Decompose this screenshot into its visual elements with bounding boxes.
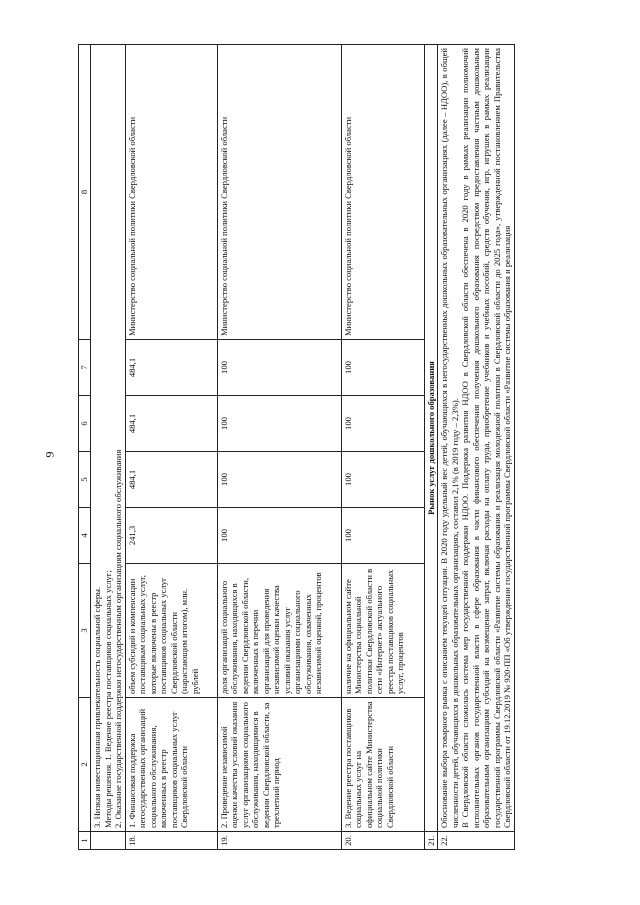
intro-block [91, 45, 126, 832]
intro-line-2: Методы решения. 1. Ведение реестра поставщиков социальных услуг; [102, 570, 113, 828]
row-number: 19. [217, 832, 341, 850]
executor-cell: Министерство социальной политики Свердловской области [217, 45, 341, 340]
header-row [79, 45, 91, 850]
header-col-5: 5 [79, 452, 91, 508]
header-col-8: 8 [79, 45, 91, 340]
section-title: Рынок услуг дошкольного образования [424, 45, 438, 832]
measure-cell: 2. Проведение независимой оценки качества условий оказания услуг организациями социального обслуживания, находящимися в ведении Свердловской области, за трехлетний период [217, 698, 341, 832]
intro-row-num [91, 832, 126, 850]
rationale-row [438, 45, 515, 850]
value-col-5: 100 [217, 452, 341, 508]
rationale-row-number: 22. [438, 832, 515, 850]
indicator-cell: объем субсидий и компенсации поставщикам социальных услуг, которые включены в реестр поставщиков социальных услуг Свердловской области (нарастающим итогом), млн. рублей [125, 564, 217, 698]
value-col-7: 100 [217, 340, 341, 396]
row-number: 20. [341, 832, 424, 850]
header-col-3: 3 [79, 564, 91, 698]
value-col-4: 100 [217, 508, 341, 564]
header-col-4: 4 [79, 508, 91, 564]
intro-line-1: 3. Низкая инвестиционная привлекательность социальной сферы. [92, 586, 102, 828]
executor-cell: Министерство социальной политики Свердловской области [341, 45, 424, 340]
value-col-4: 100 [341, 508, 424, 564]
value-col-7: 484,1 [125, 340, 217, 396]
header-col-2: 2 [79, 698, 91, 832]
rotated-table-container [78, 45, 512, 850]
measure-cell: 3. Ведение реестра поставщиков социальных услуг на официальном сайте Министерства социальной политики Свердловской области [341, 698, 424, 832]
measure-cell: 1. Финансовая поддержка негосударственных организаций социального обслуживания, включенных в реестр поставщиков социальных услуг Свердловской области [125, 698, 217, 832]
header-col-1: 1 [79, 832, 91, 850]
value-col-5: 100 [341, 452, 424, 508]
table-row [217, 45, 341, 850]
intro-row [91, 45, 126, 850]
indicator-cell: доля организаций социального обслуживания, находящихся в ведении Свердловской области, включенных в перечни организаций для проведения независимой оценки качества условий оказания услуг организациями социального обслуживания, охваченных независимой оценкой, процентов [217, 564, 341, 698]
section-row-number: 21. [424, 832, 438, 850]
rationale-paragraphs: Обоснование выбора товарного рынка с описанием текущей ситуации. В 2020 году удельный вес детей, обучающихся в негосударственных дошкольных образовательных организациях (далее – НДОО), в общей численности детей, обучающихся в дошкольных образовательных организациях, составил 2,1% (в 2019 году – 2,3%). В Свердловской области сложилась система мер государственной поддержки НДОО. Поддержка развития НДОО в Свердловской области обеспечена в 2020 году в рамках реализации полномочий исполнительных органов государственной власти в сфере образования в части финансового обеспечения получения дошкольного образования посредством предоставления частным дошкольным образовательным организациям субсидий на возмещение затрат, включая расходы на оплату труда, приобретение учебников и учебных пособий, средств обучения, игр, игрушек в рамках реализации государственной программы Свердловской области «Развитие системы образования и реализация молодежной политики в Свердловской области до 2025 года», утвержденной постановлением Правительства Свердловской области от 19.12.2019 № 920-ПП «Об утверждении государственной программы Свердловской области «Развитие системы образования и реализация [439, 48, 512, 828]
value-col-7: 100 [341, 340, 424, 396]
measures-table [78, 44, 515, 850]
value-col-5: 484,1 [125, 452, 217, 508]
indicator-cell: наличие на официальном сайте Министерства социальной политики Свердловской области в сети «Интернет» актуального реестра поставщиков социальных услуг, процентов [341, 564, 424, 698]
header-col-6: 6 [79, 396, 91, 452]
section-row [424, 45, 438, 850]
value-col-6: 484,1 [125, 396, 217, 452]
row-number: 18. [125, 832, 217, 850]
value-col-4: 241,3 [125, 508, 217, 564]
header-col-7: 7 [79, 340, 91, 396]
table-row [341, 45, 424, 850]
executor-cell: Министерство социальной политики Свердловской области [125, 45, 217, 340]
intro-line-3: 2. Оказание государственной поддержки негосударственным организациям социального обслуживания [113, 449, 123, 828]
table-row [125, 45, 217, 850]
value-col-6: 100 [217, 396, 341, 452]
value-col-6: 100 [341, 396, 424, 452]
rationale-text [438, 45, 515, 832]
page-number: 9 [42, 451, 57, 458]
